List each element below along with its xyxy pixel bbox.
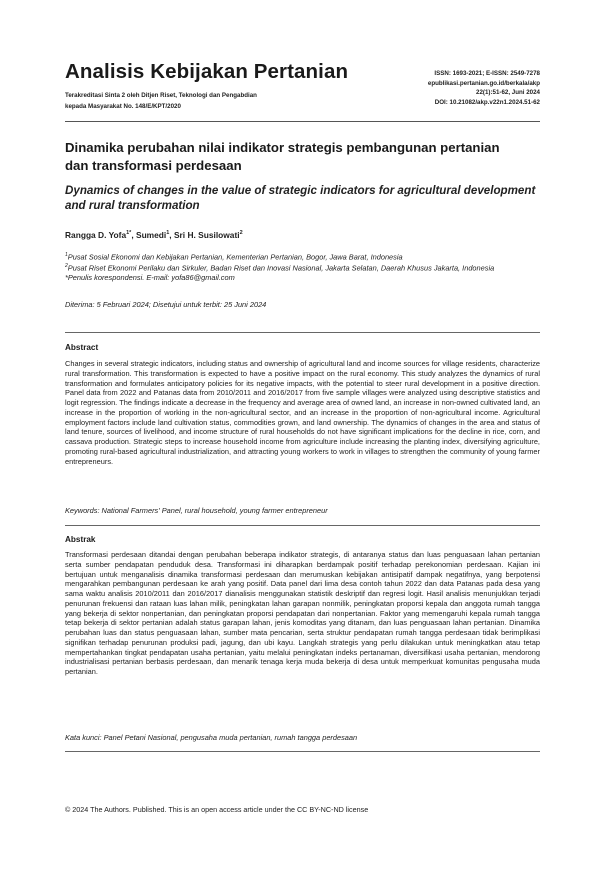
affiliation-item: $^2$Pusat Riset Ekonomi Perilaku dan Sirkuler, Badan Riset dan Inovasi Nasional, Jakarta Selatan, Daerah Khusus Jakarta, Indonesia bbox=[65, 263, 495, 273]
abstract-bottom-divider bbox=[65, 525, 540, 526]
journal-meta bbox=[428, 69, 540, 107]
corresponding-author: *Penulis korespondensi. E-mail: yofa86@gmail.com bbox=[65, 273, 235, 283]
author-list: Rangga D. Yofa$^{1*}$, Sumedi$^1$, Sri H. Susilowati$^2$ bbox=[65, 230, 243, 240]
abstrak-text: Transformasi perdesaan ditandai dengan perubahan beberapa indikator strategis, di antaranya status dan luas penguasaan lahan pertanian serta sumber pendapatan penduduk desa. Transformasi ini diharapkan berdampak positif terhadap perekonomian perdesaan. Kajian ini bertujuan untuk menganalisis dinamika transformasi perdesaan dan merumuskan kebijakan antisipatif dampak negatifnya, yang berpotensi mengarahkan pembangunan perdesaan ke arah yang positif. Data panel dari lima desa contoh tahun 2022 dan data Patanas pada desa yang sama waktu analisis 2010/2011 dan 2016/2017 dianalisis menggunakan statistik deskriptif dan regresi logit. Hasil analisis menunjukkan terjadi penurunan frekuensi dan rataan luas lahan milik, peningkatan lahan garapan nonmilik, peningkatan proporsi kepala dan anggota rumah tangga yang bekerja di sektor nonpertanian, dan peningkatan proporsi pendapatan dari nonpertanian. Faktor yang memengaruhi kepala rumah tangga tetap bekerja di sektor pertanian adalah status garapan lahan, jenis komoditas yang ditanam, dan luas penguasaan lahan pertanian. Dinamika perubahan luas dan status penguasaan lahan, sumber mata pencarian, serta struktur pendapatan rumah tangga perdesaan tidak berimplikasi signifikan terhadap penurunan produksi padi, jagung, dan ubi kayu. Langkah strategis yang perlu dilakukan untuk meningkatkan atau tetap mempertahankan tingkat pendapatan usaha pertanian, yaitu melalui peningkatan indeks pertanaman, diversifikasi usaha pertanian, mendorong industrialisasi pertanian berbasis perdesaan, dan menarik tenaga kerja muda bekerja di desa untuk memperkuat komunitas pengusaha muda pertanian. bbox=[65, 550, 540, 676]
accreditation-note bbox=[65, 90, 325, 112]
affiliation-superscript: 1 bbox=[65, 252, 68, 258]
abstract-heading: Abstract bbox=[65, 343, 99, 352]
author-name: Sumedi bbox=[135, 230, 167, 240]
affiliation-superscript: 2 bbox=[65, 263, 68, 270]
article-title-indonesian: Dinamika perubahan nilai indikator strategis pembangunan pertanian dan transformasi perdesaan bbox=[65, 140, 500, 173]
accreditation-line-2: kepada Masyarakat No. 148/E/KPT/2020 bbox=[65, 103, 181, 110]
author-name: Rangga D. Yofa bbox=[65, 230, 127, 240]
header-divider bbox=[65, 121, 540, 122]
affiliations bbox=[65, 251, 545, 283]
volume-issue: 22(1):51-62, Juni 2024 bbox=[476, 89, 540, 97]
journal-website: epublikasi.pertanian.go.id/berkala/akp bbox=[427, 79, 540, 87]
abstract-keywords: Keywords: National Farmers' Panel, rural household, young farmer entrepreneur bbox=[65, 506, 328, 515]
author-superscript: 2 bbox=[239, 230, 243, 237]
author-name: Sri H. Susilowati bbox=[173, 230, 240, 240]
license-footer: © 2024 The Authors. Published. This is an open access article under the CC BY-NC-ND license bbox=[65, 805, 369, 814]
issn: ISSN: 1693-2021; E-ISSN: 2549-7278 bbox=[434, 70, 540, 77]
abstract-text: Changes in several strategic indicators, including status and ownership of agricultural land and income sources for village residents, characterize rural transformation. This transformation is expected to have a positive impact on the rural economy. This study analyzes the dynamics of rural transformation and formulates anticipatory policies for its negative impacts, with the potential to steer rural development in a positive direction. Panel data from 2022 and Patanas data from 2010/2011 and 2016/2017 from five sample villages were analyzed using descriptive statistics and logit regression. The findings indicate a decrease in the frequency and average area of owned land, an increase in non-owned cultivated land, an increase in the proportion of working in the non-agricultural sector, and an increase in the proportion of non-agricultural income. Agricultural employment factors include land cultivation status, commodities grown, and land ownership. The dynamics of changes in the area and status of land tenure, sources of livelihood, and income structure of rural households do not have significant implications for the decline in rice, corn, and cassava production. Strategic steps to increase household income from agriculture include increasing the planting index, diversifying agriculture, promoting rural-based agricultural industrialization, and attracting young workers to work in villages to strengthen the community of young farmer entrepreneurs. bbox=[65, 359, 540, 466]
affiliation-item: $^1$Pusat Sosial Ekonomi dan Kebijakan Pertanian, Kementerian Pertanian, Bogor, Jawa Barat, Indonesia bbox=[65, 252, 403, 262]
doi: DOI: 10.21082/akp.v22n1.2024.51-62 bbox=[434, 98, 540, 106]
received-accepted-dates: Diterima: 5 Februari 2024; Disetujui untuk terbit: 25 Juni 2024 bbox=[65, 300, 267, 309]
article-title-english: Dynamics of changes in the value of strategic indicators for agricultural development and rural transformation bbox=[65, 184, 536, 212]
abstrak-keywords: Kata kunci: Panel Petani Nasional, pengusaha muda pertanian, rumah tangga perdesaan bbox=[65, 733, 358, 742]
accreditation-line-1: Terakreditasi Sinta 2 oleh Ditjen Riset, Teknologi dan Pengabdian bbox=[65, 92, 257, 99]
abstrak-bottom-divider bbox=[65, 751, 540, 752]
author-superscript: 1 bbox=[166, 230, 170, 237]
abstrak-heading: Abstrak bbox=[65, 535, 96, 544]
author-superscript: 1* bbox=[126, 230, 132, 237]
journal-title: Analisis Kebijakan Pertanian bbox=[65, 60, 349, 83]
abstract-top-divider bbox=[65, 332, 540, 333]
